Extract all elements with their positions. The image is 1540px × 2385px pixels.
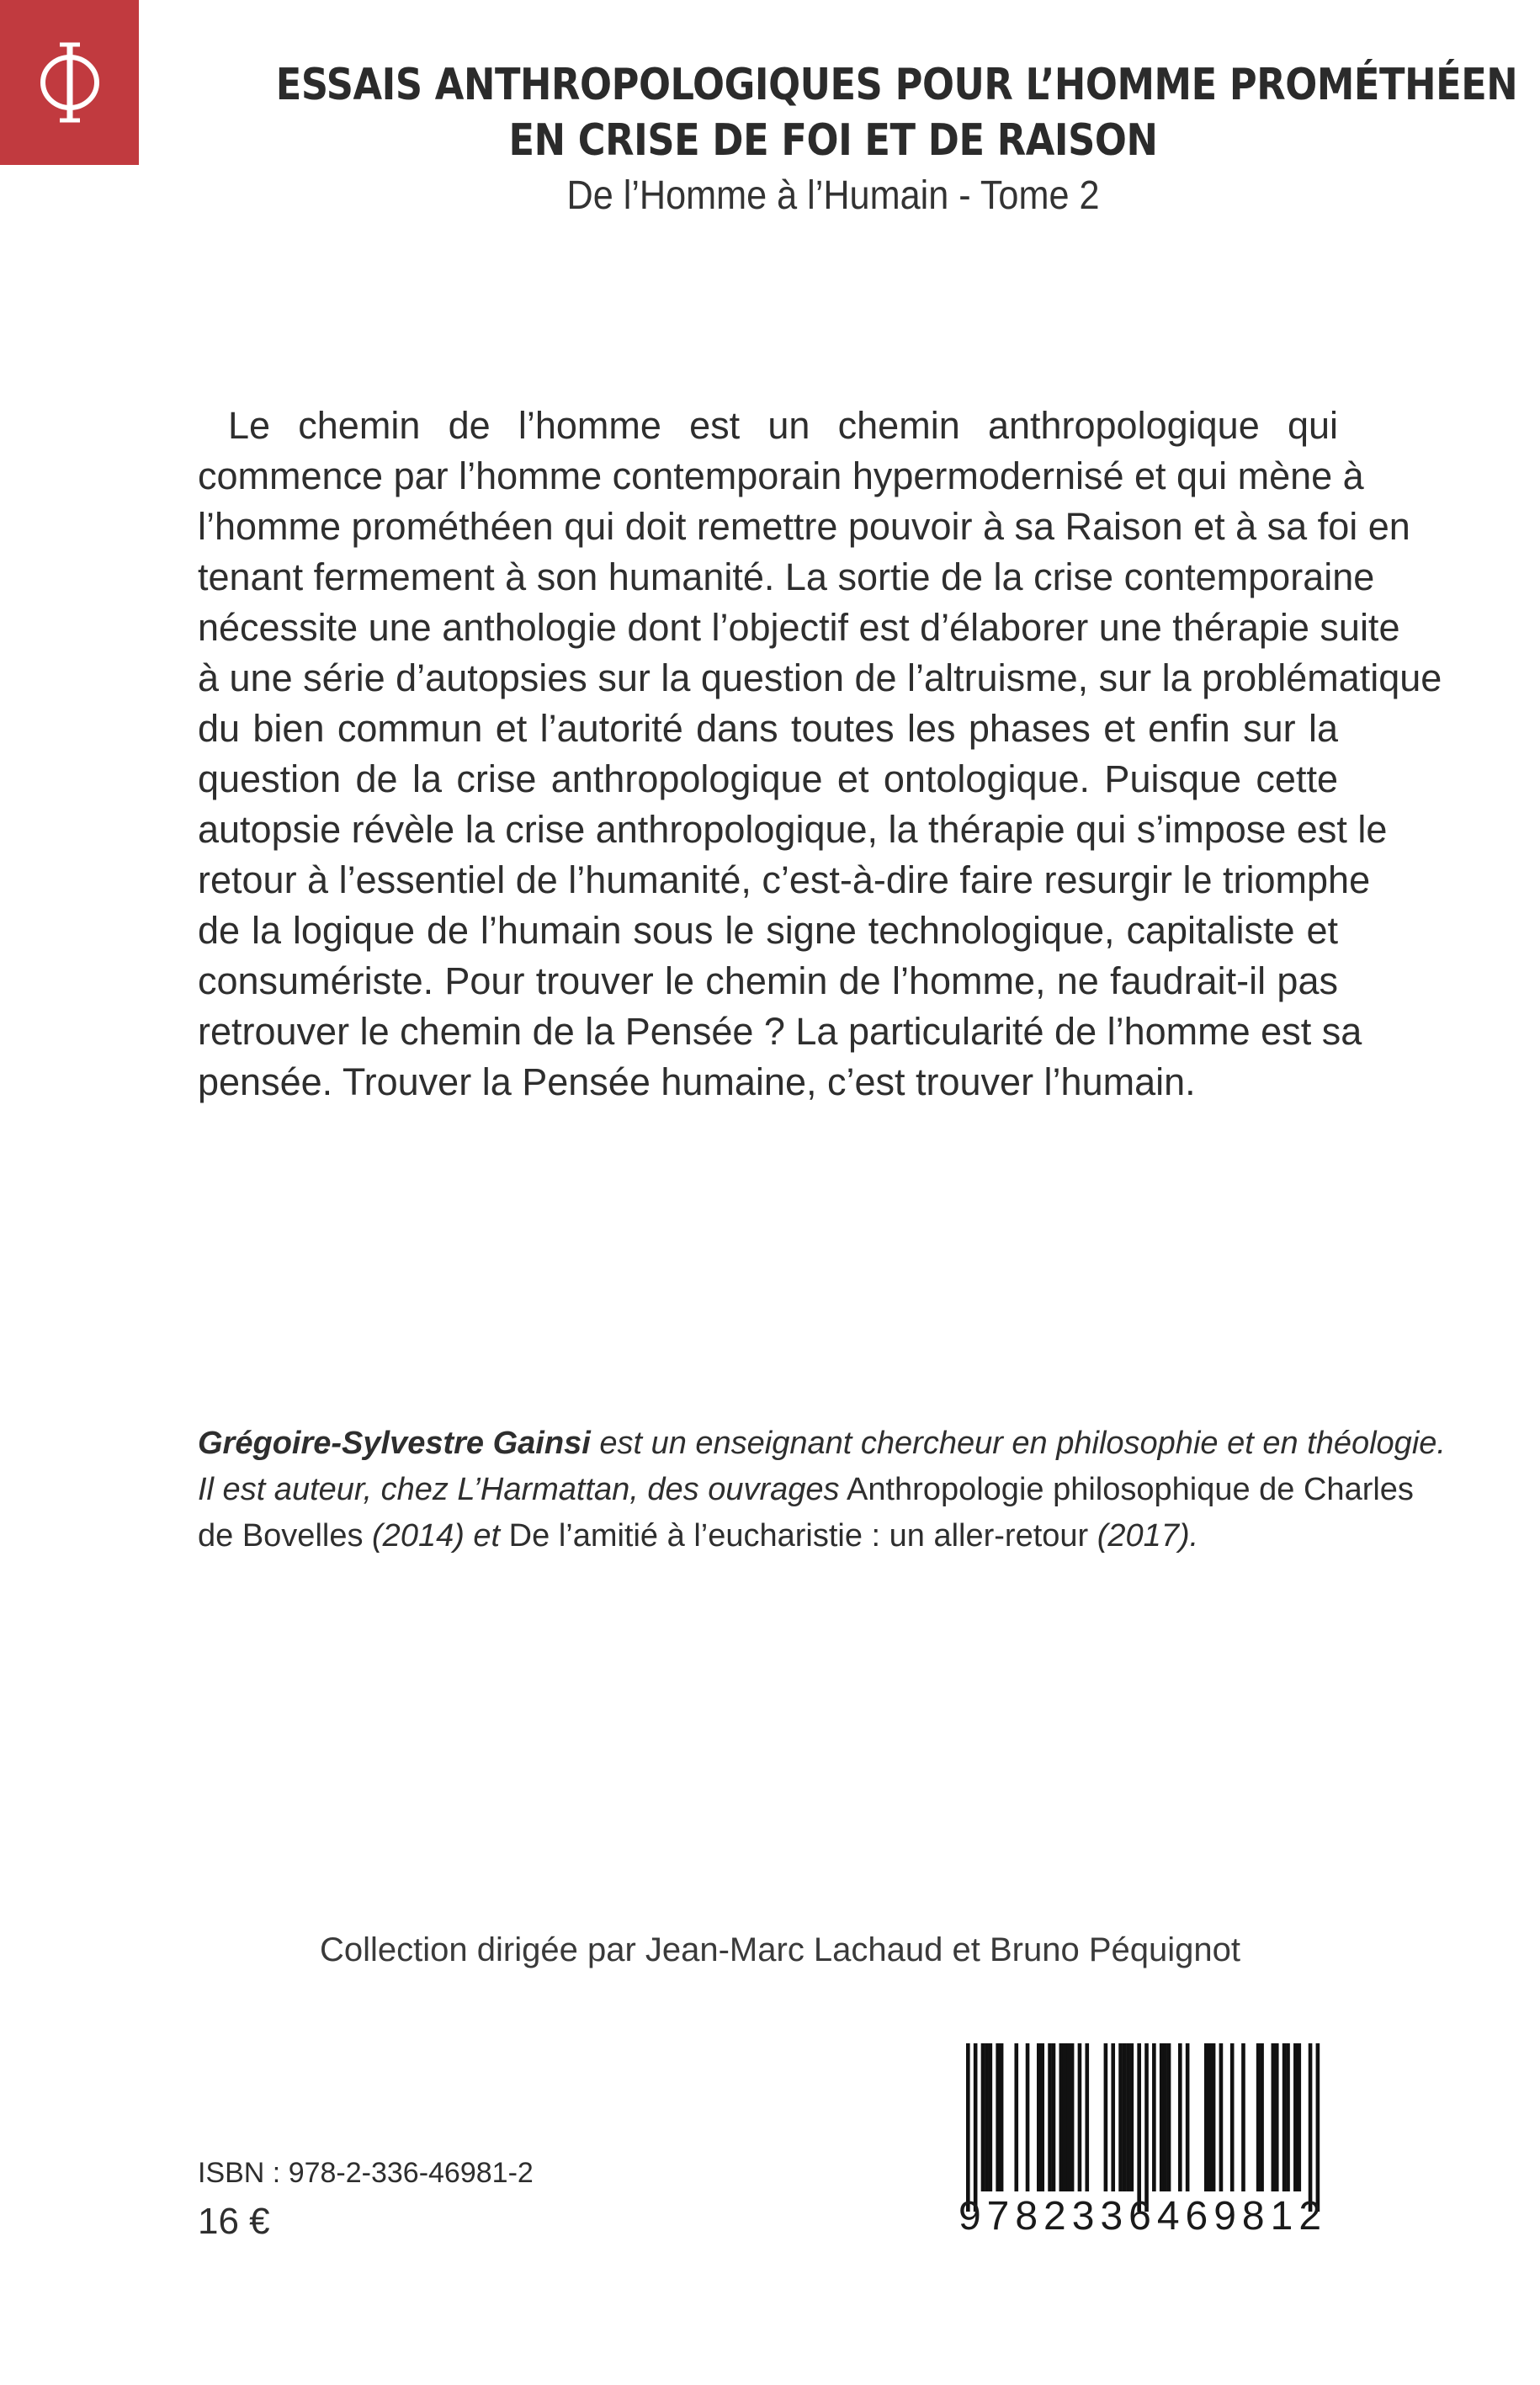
barcode-bar [1066,2043,1070,2191]
barcode-bar [1040,2043,1044,2191]
summary-line: autopsie révèle la crise anthropologique, la thérapie qui s’impose est le [198,808,1388,851]
summary-line: retour à l’essentiel de l’humanité, c’est-à-dire faire resurgir le triomphe [198,858,1371,901]
summary-line: nécessite une anthologie dont l’objectif est d’élaborer une thérapie suite [198,606,1400,649]
barcode-bar [1130,2043,1134,2191]
barcode-bar [1167,2043,1171,2191]
barcode-bar [1052,2043,1056,2191]
barcode-bar [1048,2043,1052,2191]
barcode-bar [1126,2043,1130,2191]
author-bio-text: est un enseignant chercheur en philosophie et en théologie. [590,1426,1446,1461]
barcode-bar [1123,2043,1127,2191]
author-bio [198,1421,1446,1559]
barcode-bar [1118,2043,1123,2191]
summary-line: Le chemin de l’homme est un chemin anthropologique qui [228,404,1338,447]
book-reference: De l’amitié à l’eucharistie : un aller-retour [500,1518,1089,1554]
book-subtitle: De l’Homme à l’Humain - Tome 2 [566,173,1100,218]
summary-line: tenant fermement à son humanité. La sortie de la crise contemporaine [198,555,1375,598]
summary-line: du bien commun et l’autorité dans toutes les phases et enfin sur la [198,707,1338,750]
barcode-bar [1282,2043,1287,2191]
book-title-line-2: EN CRISE DE FOI ET DE RAISON [508,115,1158,166]
book-title-line-1: ESSAIS ANTHROPOLOGIQUES POUR L’HOMME PROMÉTHÉEN [275,60,1518,110]
book-title-block [185,57,1518,222]
barcode-bar [1260,2043,1264,2191]
barcode-bar [1208,2043,1212,2191]
barcode-bar [1212,2043,1216,2191]
barcode-bar [1014,2043,1018,2191]
publisher-logo [0,0,139,165]
barcode-bar [1085,2043,1089,2191]
summary-line: question de la crise anthropologique et ontologique. Puisque cette [198,757,1338,800]
author-bio-line-1 [198,1421,1446,1467]
summary-line: de la logique de l’humain sous le signe technologique, capitaliste et [198,909,1338,952]
barcode-bar [1309,2043,1313,2212]
summary-line: commence par l’homme contemporain hypermodernisé et qui mène à [198,454,1364,497]
publication-year: (2017). [1088,1518,1199,1554]
summary-line: à une série d’autopsies sur la question de l’altruisme, sur la problématique [198,656,1442,699]
price-label: 16 € [198,2201,270,2242]
barcode-bar [1186,2043,1190,2191]
collection-credit: Collection dirigée par Jean-Marc Lachaud et Bruno Péquignot [320,1931,1241,1968]
summary-line: retrouver le chemin de la Pensée ? La particularité de l’homme est sa [198,1010,1362,1053]
barcode-bar [1256,2043,1261,2191]
barcode-bar [989,2043,993,2191]
barcode-bar [966,2043,970,2212]
barcode-bar [1230,2043,1235,2191]
book-reference: de Bovelles [198,1518,364,1554]
barcode-bar [974,2043,978,2212]
barcode-bar [1316,2043,1320,2212]
barcode-bar [1204,2043,1208,2191]
barcode-bar [1163,2043,1167,2191]
phi-icon [32,36,108,129]
barcode-bar [1026,2043,1030,2191]
barcode-bar [1059,2043,1064,2191]
summary-line: consumériste. Pour trouver le chemin de l’homme, ne faudrait-il pas [198,959,1338,1002]
barcode-bar [981,2043,985,2191]
author-bio-text: Il est auteur, chez L’Harmattan, des ouvrages [198,1472,840,1507]
barcode-bar [1272,2043,1276,2191]
summary-line: pensée. Trouver la Pensée humaine, c’est trouver l’humain. [198,1060,1196,1103]
barcode-bar [1063,2043,1067,2191]
book-summary [198,401,1442,1108]
barcode-bar [1297,2043,1301,2191]
isbn-number: ISBN : 978-2-336-46981-2 [198,2157,534,2189]
barcode-bar [1000,2043,1004,2191]
author-bio-line-3 [198,1513,1342,1559]
barcode-bar [1078,2043,1082,2191]
barcode-bar [1293,2043,1298,2191]
author-bio-line-2 [198,1467,1414,1513]
barcode-bar [1219,2043,1224,2191]
book-reference: Anthropologie philosophique de Charles [839,1472,1414,1507]
barcode-bar [1152,2043,1156,2191]
barcode-bar [1275,2043,1279,2191]
barcode-bar [1137,2043,1141,2212]
author-name: Grégoire-Sylvestre Gainsi [198,1426,591,1461]
barcode-bar [1144,2043,1149,2212]
barcode-bar [1241,2043,1245,2191]
barcode-bar [1160,2043,1164,2191]
barcode-bar [1178,2043,1182,2191]
barcode-digits: 9782336469812 [958,2194,1328,2239]
barcode-bar [1104,2043,1108,2191]
summary-line: l’homme prométhéen qui doit remettre pouvoir à sa Raison et à sa foi en [198,505,1410,548]
publication-year: (2014) et [363,1518,501,1554]
barcode-bar [1037,2043,1041,2191]
barcode-bar [1111,2043,1115,2191]
barcode-bar [1286,2043,1290,2191]
barcode-bar [985,2043,989,2191]
barcode-bar [1070,2043,1075,2191]
barcode-bar [996,2043,1000,2191]
